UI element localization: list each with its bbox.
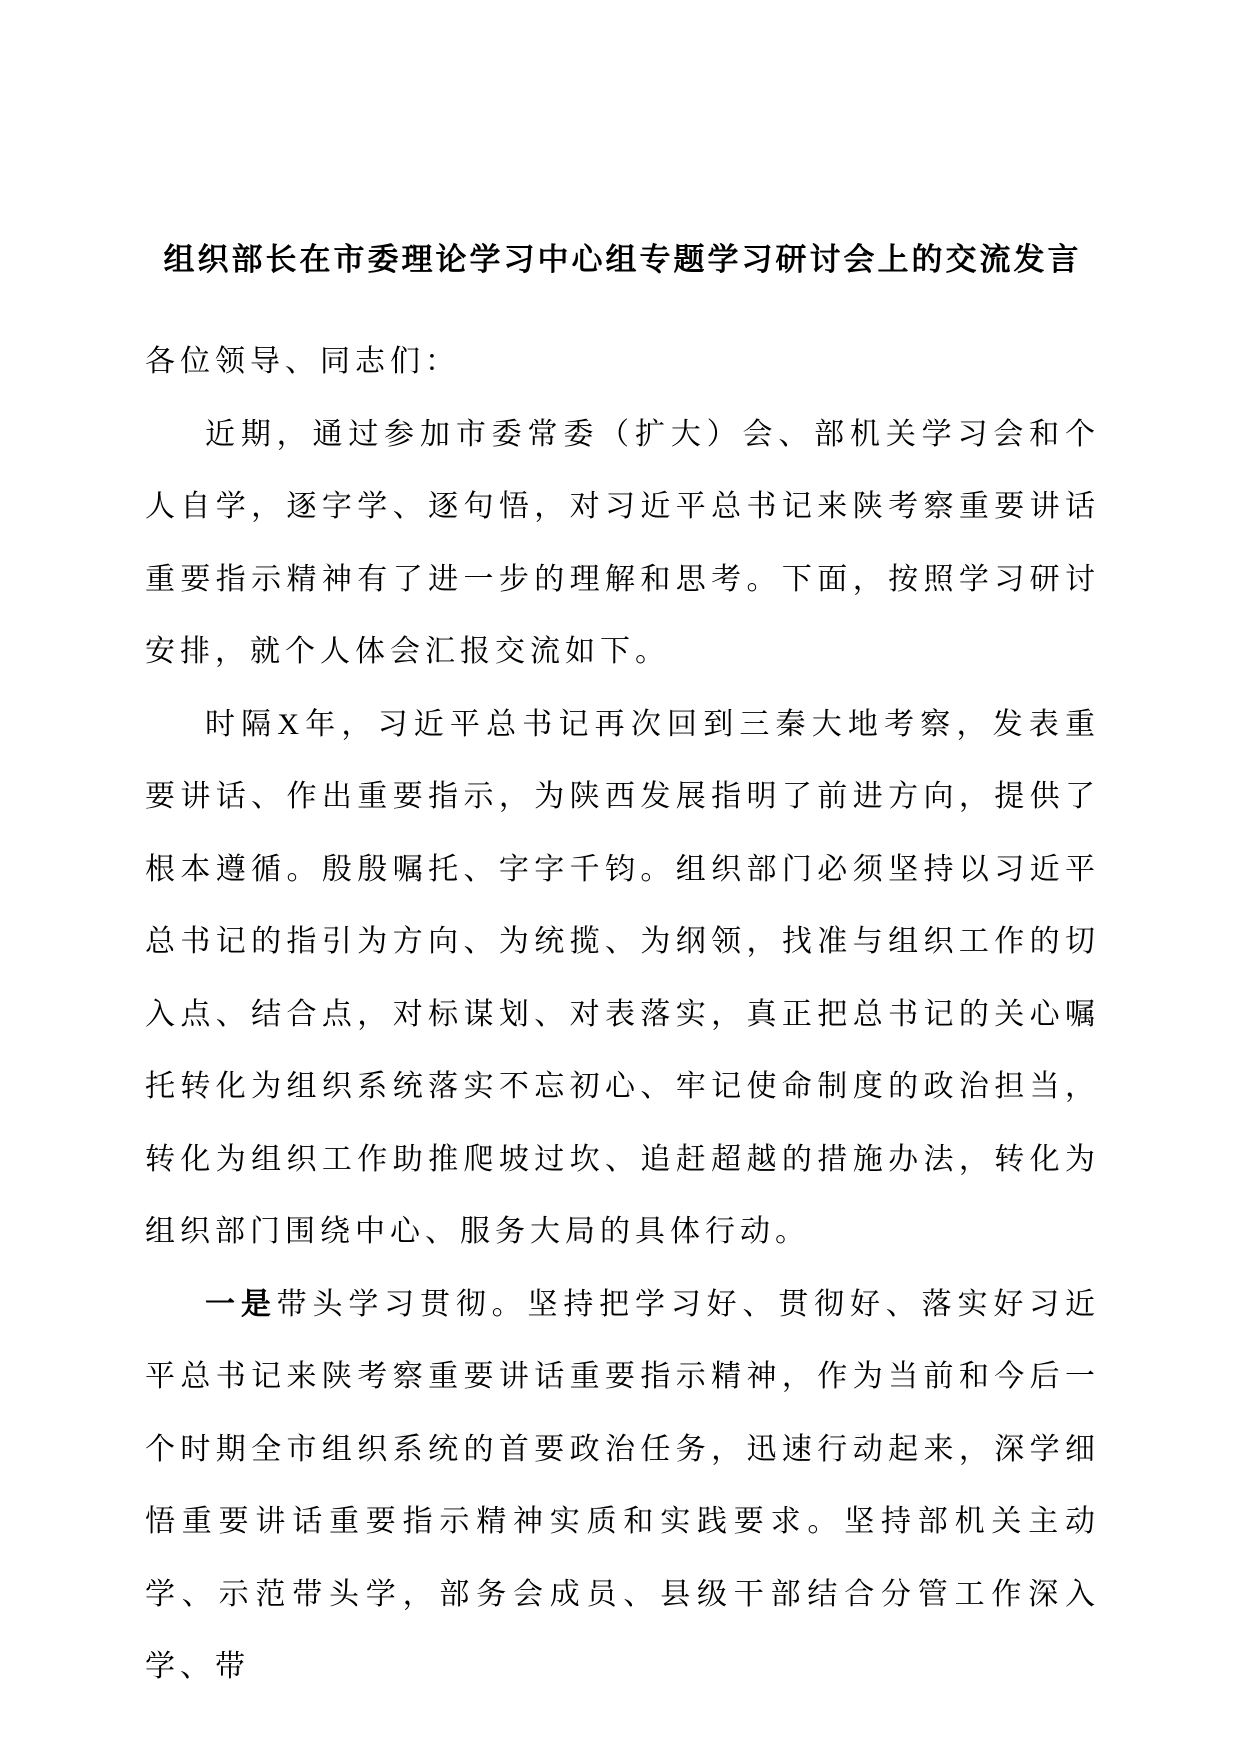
document-title: 组织部长在市委理论学习中心组专题学习研讨会上的交流发言	[163, 242, 1082, 277]
paragraph: 时隔X年，习近平总书记再次回到三秦大地考察，发表重要讲话、作出重要指示，为陕西发展指明了前进方向，提供了根本遵循。殷殷嘱托、字字千钧。组织部门必须坚持以习近平总书记的指引为方向、为统揽、为纲领，找准与组织工作的切入点、结合点，对标谋划、对表落实，真正把总书记的关心嘱托转化为组织系统落实不忘初心、牢记使命制度的政治担当，转化为组织工作助推爬坡过坎、追赶超越的措施办法，转化为组织部门围绕中心、服务大局的具体行动。	[145, 707, 1100, 1248]
paragraph-bold-lead: 一是	[205, 1287, 277, 1321]
paragraph: 一是带头学习贯彻。坚持把学习好、贯彻好、落实好习近平总书记来陕考察重要讲话重要指示精神，作为当前和今后一个时期全市组织系统的首要政治任务，迅速行动起来，深学细悟重要讲话重要指示精神实质和实践要求。坚持部机关主动学、示范带头学，部务会成员、县级干部结合分管工作深入学、带	[145, 1287, 1101, 1683]
paragraph: 近期，通过参加市委常委（扩大）会、部机关学习会和个人自学，逐字学、逐句悟，对习近平总书记来陕考察重要讲话重要指示精神有了进一步的理解和思考。下面，按照学习研讨安排，就个人体会汇报交流如下。	[145, 417, 1100, 668]
salutation-line: 各位领导、同志们：	[145, 345, 460, 378]
document-body	[145, 399, 1100, 1704]
